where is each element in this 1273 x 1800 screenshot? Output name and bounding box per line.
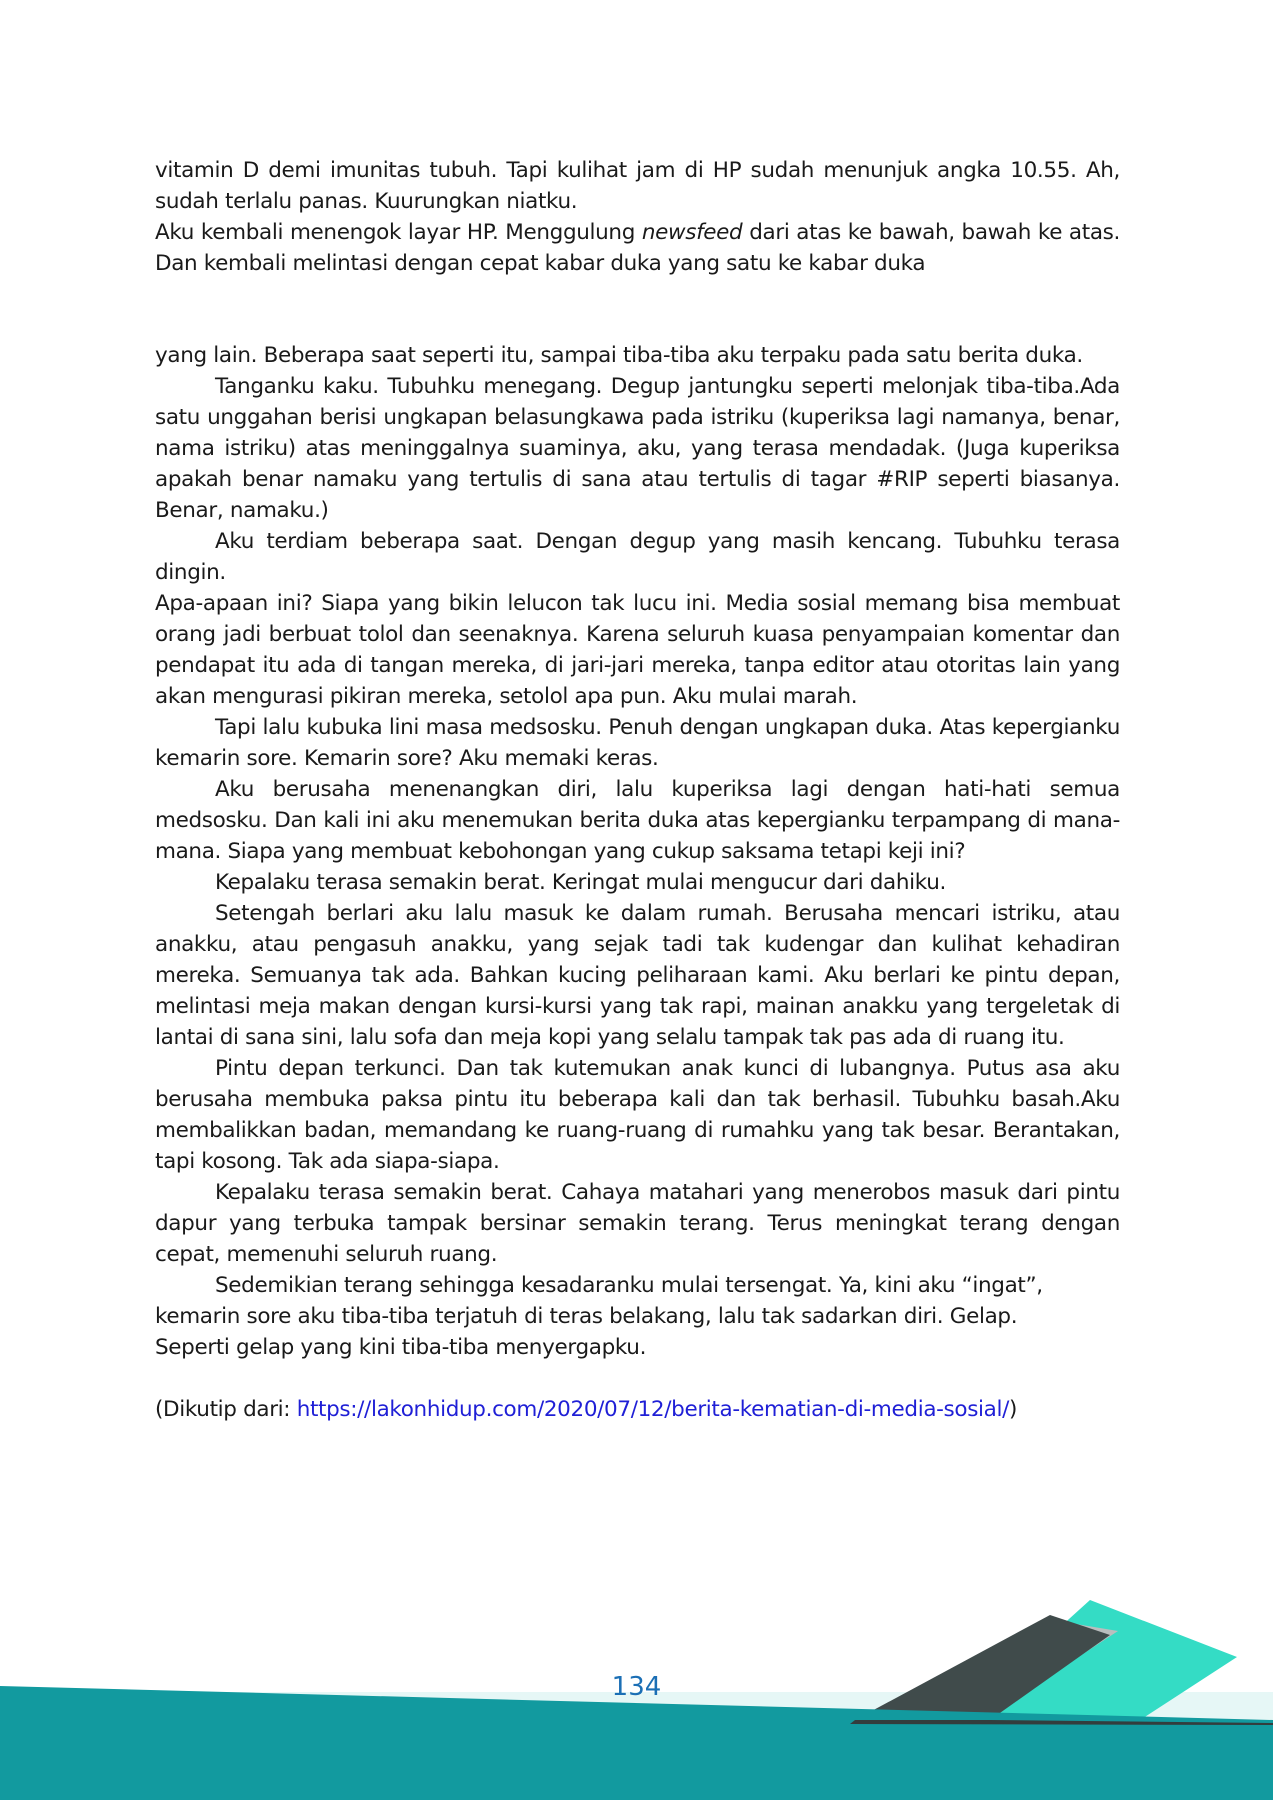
- paragraph-13-line-2: kemarin sore aku tiba-tiba terjatuh di teras belakang, lalu tak sadarkan diri. Gelap.: [155, 1304, 1018, 1329]
- paragraph-3: yang lain. Beberapa saat seperti itu, sampai tiba-tiba aku terpaku pada satu berita duka.: [155, 343, 1083, 368]
- paragraph-11: Pintu depan terkunci. Dan tak kutemukan anak kunci di lubangnya. Putus asa aku berusaha membuka paksa pintu itu beberapa kali dan tak berhasil. Tubuhku basah.Aku membalikkan badan, memandang ke ruang-ruang di rumahku yang tak besar. Berantakan, tapi kosong. Tak ada siapa-siapa.: [155, 1056, 1120, 1174]
- paragraph-10: Setengah berlari aku lalu masuk ke dalam rumah. Berusaha mencari istriku, atau anakku, atau pengasuh anakku, yang sejak tadi tak kudengar dan kulihat kehadiran mereka. Semuanya tak ada. Bahkan kucing peliharaan kami. Aku berlari ke pintu depan, melintasi meja makan dengan kursi-kursi yang tak rapi, mainan anakku yang tergeletak di lantai di sana sini, lalu sofa dan meja kopi yang selalu tampak tak pas ada di ruang itu.: [155, 901, 1120, 1050]
- paragraph-13-line-3: Seperti gelap yang kini tiba-tiba menyergapku.: [155, 1335, 647, 1360]
- page-number: 134: [611, 1672, 662, 1702]
- paragraph-newsfeed-after: dari atas ke bawah, bawah ke atas. Dan kembali melintasi dengan cepat kabar duka yang satu ke kabar duka: [155, 220, 1120, 276]
- text-block-top: [155, 155, 1120, 279]
- source-prefix: (Dikutip dari:: [155, 1397, 297, 1422]
- paragraph-12: Kepalaku terasa semakin berat. Cahaya matahari yang menerobos masuk dari pintu dapur yang terbuka tampak bersinar semakin terang. Terus meningkat terang dengan cepat, memenuhi seluruh ruang.: [155, 1180, 1120, 1267]
- paragraph-newsfeed-before: Aku kembali menengok layar HP. Menggulung: [155, 220, 642, 245]
- paragraph-7: Tapi lalu kubuka lini masa medsosku. Penuh dengan ungkapan duka. Atas kepergianku kemarin sore. Kemarin sore? Aku memaki keras.: [155, 715, 1120, 771]
- newsfeed-italic: newsfeed: [641, 220, 743, 245]
- source-citation: [155, 1394, 1120, 1425]
- source-link[interactable]: https://lakonhidup.com/2020/07/12/berita-kematian-di-media-sosial/: [296, 1397, 1010, 1422]
- paragraph-newsfeed: [155, 217, 1120, 279]
- text-block-main: [155, 340, 1120, 1425]
- paragraph-5: Aku terdiam beberapa saat. Dengan degup yang masih kencang. Tubuhku terasa dingin.: [155, 529, 1120, 585]
- paragraph-13-line-1: Sedemikian terang sehingga kesadaranku mulai tersengat. Ya, kini aku “ingat”,: [215, 1273, 1043, 1298]
- paragraph-6: Apa-apaan ini? Siapa yang bikin lelucon tak lucu ini. Media sosial memang bisa membuat orang jadi berbuat tolol dan seenaknya. Karena seluruh kuasa penyampaian komentar dan pendapat itu ada di tangan mereka, di jari-jari mereka, tanpa editor atau otoritas lain yang akan mengurasi pikiran mereka, setolol apa pun. Aku mulai marah.: [155, 591, 1120, 709]
- paragraph-9: Kepalaku terasa semakin berat. Keringat mulai mengucur dari dahiku.: [215, 870, 946, 895]
- paragraph-4: Tanganku kaku. Tubuhku menegang. Degup jantungku seperti melonjak tiba-tiba.Ada satu unggahan berisi ungkapan belasungkawa pada istriku (kuperiksa lagi namanya, benar, nama istriku) atas meninggalnya suaminya, aku, yang terasa mendadak. (Juga kuperiksa apakah benar namaku yang tertulis di sana atau tertulis di tagar #RIP seperti biasanya. Benar, namaku.): [155, 374, 1120, 523]
- source-suffix: ): [1009, 1397, 1018, 1422]
- paragraph-continuation: vitamin D demi imunitas tubuh. Tapi kulihat jam di HP sudah menunjuk angka 10.55. Ah, sudah terlalu panas. Kuurungkan niatku.: [155, 158, 1120, 214]
- paragraph-8: Aku berusaha menenangkan diri, lalu kuperiksa lagi dengan hati-hati semua medsosku. Dan kali ini aku menemukan berita duka atas kepergianku terpampang di mana-mana. Siapa yang membuat kebohongan yang cukup saksama tetapi keji ini?: [155, 777, 1120, 864]
